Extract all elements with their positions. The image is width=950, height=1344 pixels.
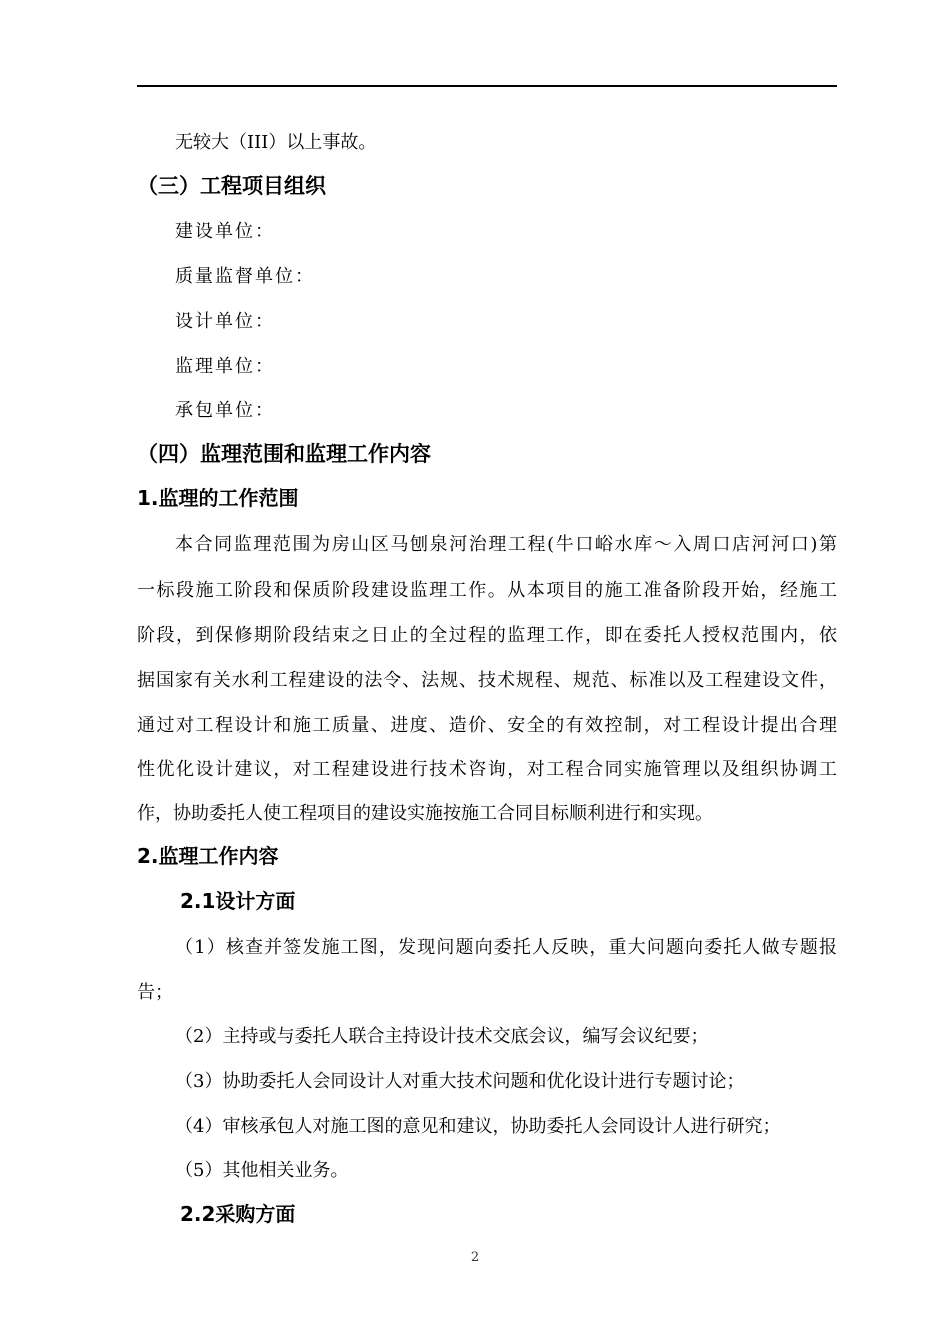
section-three-heading: （三）工程项目组织 — [137, 174, 326, 198]
scope-paragraph-line: 一标段施工阶段和保质阶段建设监理工作。从本项目的施工准备阶段开始，经施工 — [137, 580, 837, 601]
scope-paragraph-line: 通过对工程设计和施工质量、进度、造价、安全的有效控制，对工程设计提出合理 — [137, 715, 837, 736]
procurement-heading: 2.2采购方面 — [180, 1202, 296, 1226]
field-design-unit: 设计单位： — [175, 311, 275, 332]
scope-paragraph-line: 性优化设计建议，对工程建设进行技术咨询，对工程合同实施管理以及组织协调工 — [137, 759, 837, 780]
design-item-2: （2）主持或与委托人联合主持设计技术交底会议，编写会议纪要； — [175, 1026, 709, 1047]
design-heading: 2.1设计方面 — [180, 889, 296, 913]
field-quality-supervision-unit: 质量监督单位： — [175, 266, 315, 287]
scope-paragraph-line: 阶段，到保修期阶段结束之日止的全过程的监理工作，即在委托人授权范围内，依 — [137, 625, 837, 646]
field-contractor-unit: 承包单位： — [175, 400, 275, 421]
scope-heading: 1.监理的工作范围 — [137, 486, 299, 510]
scope-paragraph-line: 本合同监理范围为房山区马刨泉河治理工程(牛口峪水库～入周口店河河口)第 — [175, 534, 837, 555]
field-construction-unit: 建设单位： — [175, 221, 275, 242]
content-heading: 2.监理工作内容 — [137, 844, 279, 868]
section-four-heading: （四）监理范围和监理工作内容 — [137, 442, 431, 466]
design-item-1-continuation: 告； — [137, 982, 173, 1003]
design-item-5: （5）其他相关业务。 — [175, 1160, 349, 1181]
scope-paragraph-line: 据国家有关水利工程建设的法令、法规、技术规程、规范、标准以及工程建设文件， — [137, 670, 837, 691]
intro-line: 无较大（III）以上事故。 — [175, 132, 377, 153]
design-item-1: （1）核查并签发施工图，发现问题向委托人反映，重大问题向委托人做专题报 — [175, 937, 837, 958]
design-item-3: （3）协助委托人会同设计人对重大技术问题和优化设计进行专题讨论； — [175, 1071, 745, 1092]
header-rule — [137, 85, 837, 87]
field-supervision-unit: 监理单位： — [175, 356, 275, 377]
scope-paragraph-line: 作，协助委托人使工程项目的建设实施按施工合同目标顺利进行和实现。 — [137, 803, 713, 824]
page-number: 2 — [470, 1250, 480, 1265]
design-item-4: （4）审核承包人对施工图的意见和建议，协助委托人会同设计人进行研究； — [175, 1116, 781, 1137]
